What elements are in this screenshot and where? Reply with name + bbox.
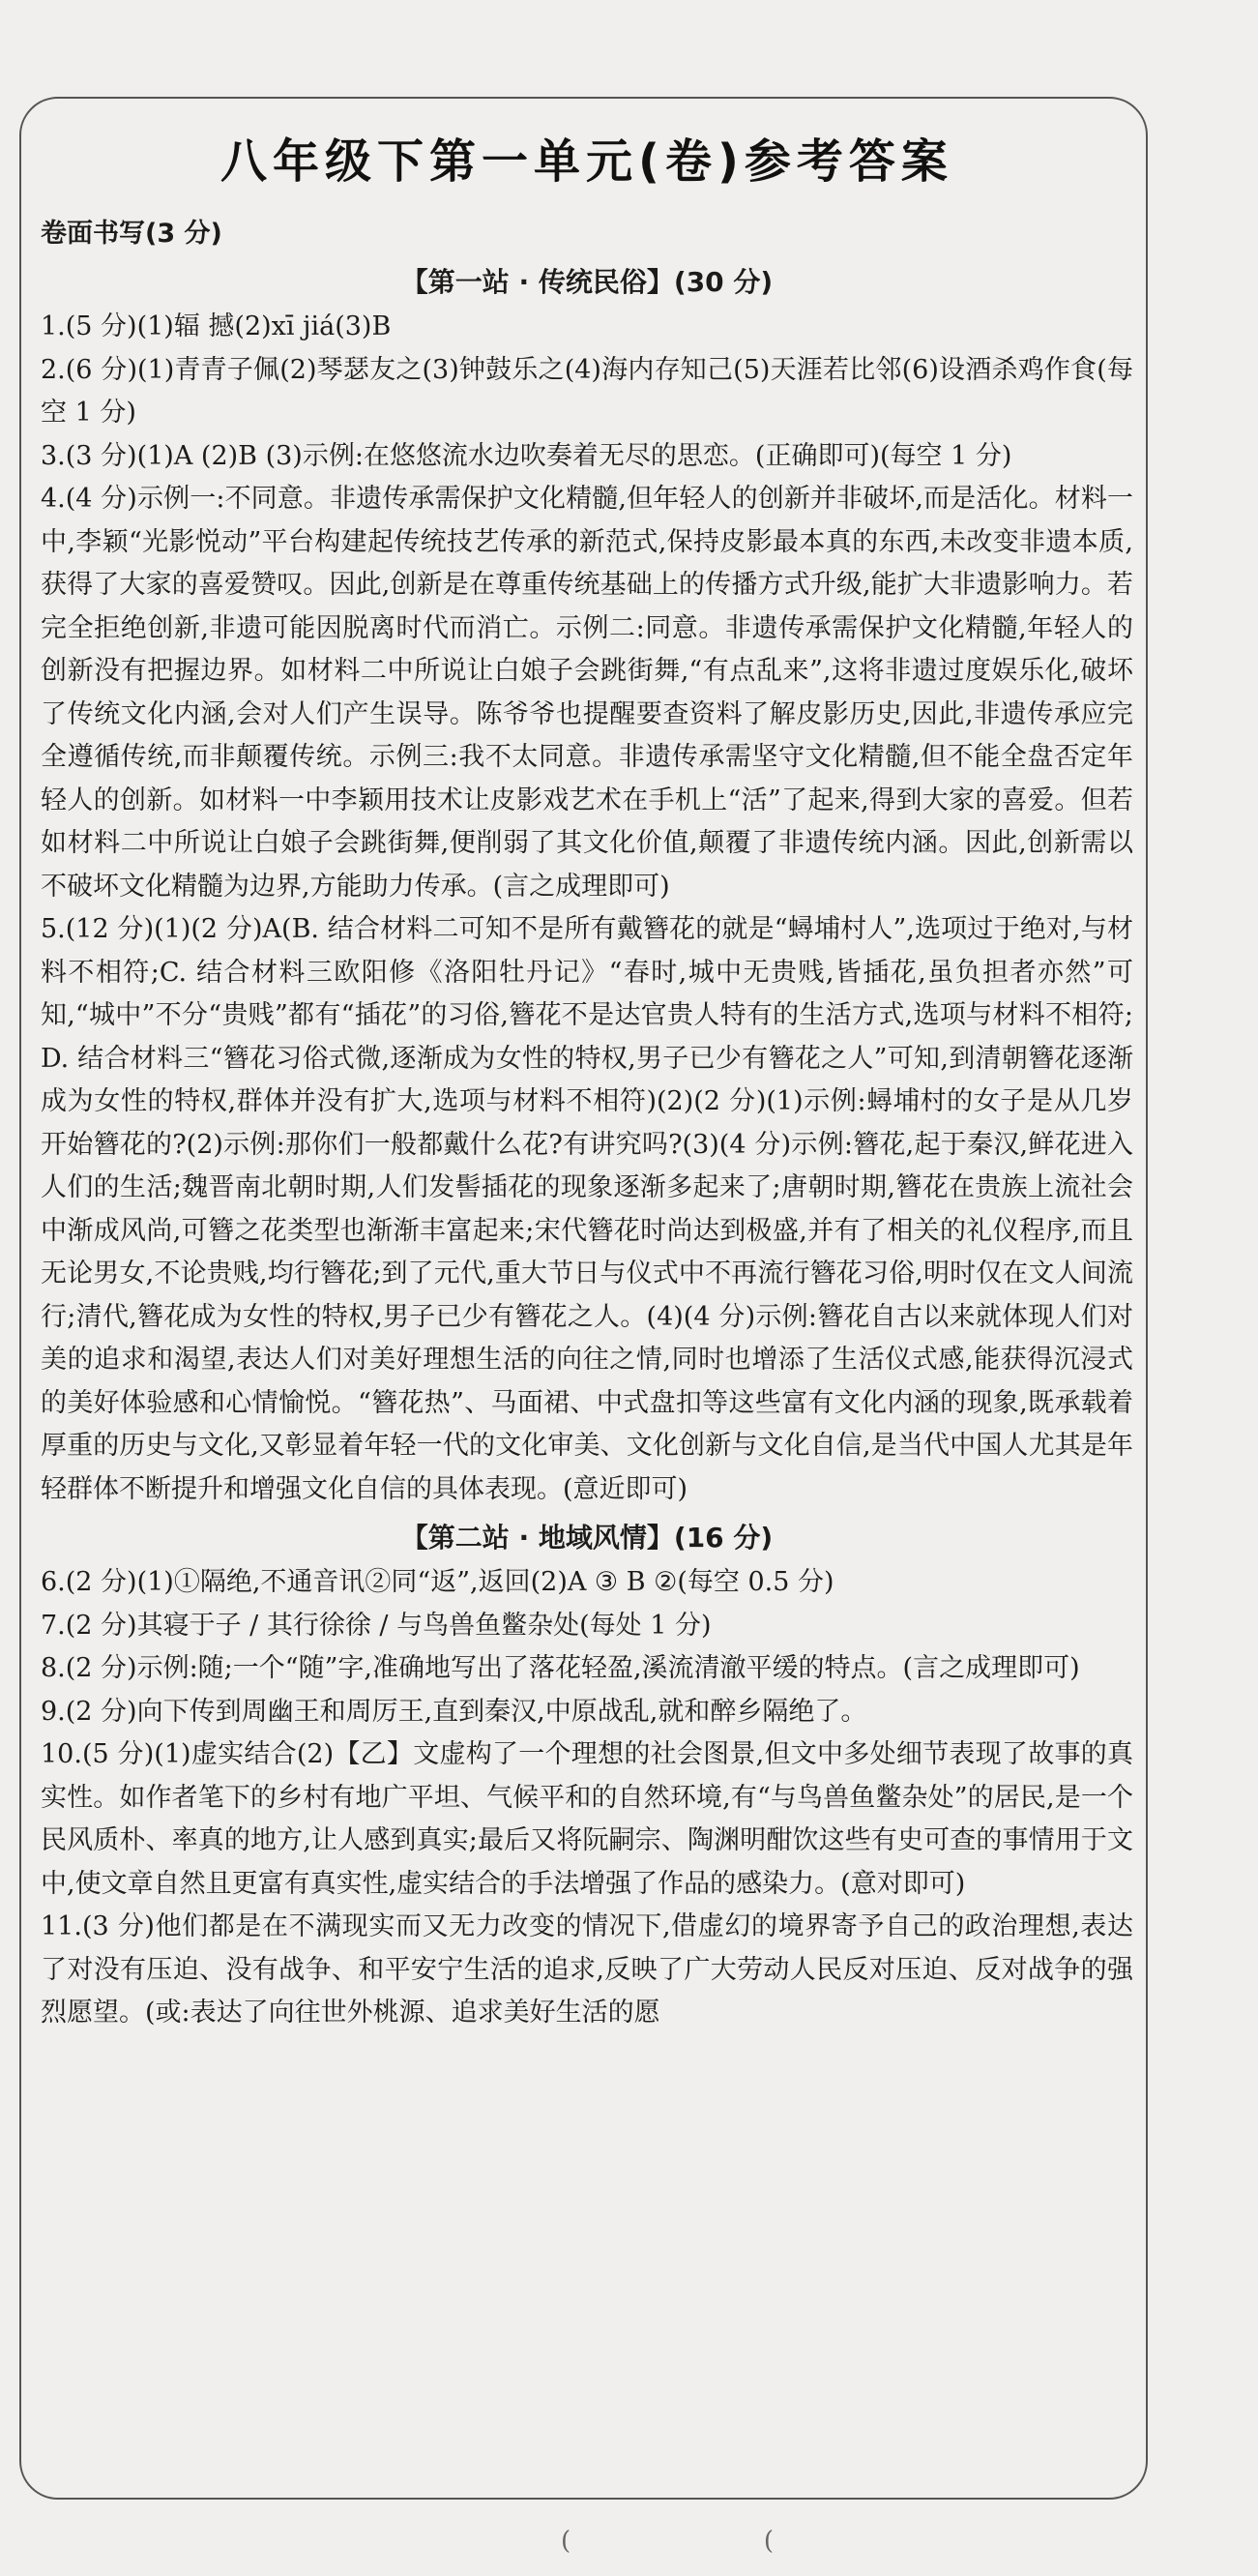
binding-mark-right: ( — [763, 2527, 774, 2556]
answer-item: 7.(2 分)其寝于子 / 其行徐徐 / 与鸟兽鱼鳖杂处(每处 1 分) — [41, 1610, 712, 1641]
answer-item: 3.(3 分)(1)A (2)B (3)示例:在悠悠流水边吹奏着无尽的思恋。(正确即可)(每空 1 分) — [41, 440, 1012, 471]
answer-item: 5.(12 分)(1)(2 分)A(B. 结合材料二可知不是所有戴簪花的就是“蟳埔村人”,选项过于绝对,与材料不相符;C. 结合材料三欧阳修《洛阳牡丹记》“春时,城中无贵贱,皆插花,虽负担者亦然”可知,“城中”不分“贵贱”都有“插花”的习俗,簪花不是达官贵人特有的生活方式,选项与材料不相符;D. 结合材料三“簪花习俗式微,逐渐成为女性的特权,男子已少有簪花之人”可知,到清朝簪花逐渐成为女性的特权,群体并没有扩大,选项与材料不相符)(2)(2 分)(1)示例:蟳埔村的女子是从几岁开始簪花的?(2)示例:那你们一般都戴什么花?有讲究吗?(3)(4 分)示例:簪花,起于秦汉,鲜花进入人们的生活;魏晋南北朝时期,人们发髻插花的现象逐渐多起来了;唐朝时期,簪花在贵族上流社会中渐成风尚,可簪之花类型也渐渐丰富起来;宋代簪花时尚达到极盛,并有了相关的礼仪程序,而且无论男女,不论贵贱,均行簪花;到了元代,重大节日与仪式中不再流行簪花习俗,明时仅在文人间流行;清代,簪花成为女性的特权,男子已少有簪花之人。(4)(4 分)示例:簪花自古以来就体现人们对美的追求和渴望,表达人们对美好理想生活的向往之情,同时也增添了生活仪式感,能获得沉浸式的美好体验感和心情愉悦。“簪花热”、马面裙、中式盘扣等这些富有文化内涵的现象,既承载着厚重的历史与文化,又彰显着年轻一代的文化审美、文化创新与文化自信,是当代中国人尤其是年轻群体不断提升和增强文化自信的具体表现。(意近即可) — [41, 914, 1133, 1504]
answer-item: 10.(5 分)(1)虚实结合(2)【乙】文虚构了一个理想的社会图景,但文中多处细节表现了故事的真实性。如作者笔下的乡村有地广平坦、气候平和的自然环境,有“与鸟兽鱼鳖杂处”的居民,是一个民风质朴、率真的地方,让人感到真实;最后又将阮嗣宗、陶渊明酣饮这些有史可查的事情用于文中,使文章自然且更富有真实性,虚实结合的手法增强了作品的感染力。(意对即可) — [41, 1739, 1133, 1899]
answer-item: 6.(2 分)(1)①隔绝,不通音讯②同“返”,返回(2)A ③ B ②(每空 0.5 分) — [41, 1567, 834, 1597]
answer-item: 11.(3 分)他们都是在不满现实而又无力改变的情况下,借虚幻的境界寄予自己的政治理想,表达了对没有压迫、没有战争、和平安宁生活的追求,反映了广大劳动人民反对压迫、反对战争的强烈愿望。(或:表达了向往世外桃源、追求美好生活的愿 — [41, 1911, 1133, 2028]
binding-mark-left: ( — [561, 2527, 571, 2556]
section-regional-customs — [41, 1517, 1133, 2035]
section-traditional-customs — [41, 261, 1133, 1511]
answer-item: 9.(2 分)向下传到周幽王和周厉王,直到秦汉,中原战乱,就和醉乡隔绝了。 — [41, 1696, 867, 1727]
page-title: 八年级下第一单元(卷)参考答案 — [220, 134, 953, 189]
handwriting-score: 卷面书写(3 分) — [41, 219, 222, 249]
answer-sheet — [41, 124, 1133, 2035]
answer-item: 2.(6 分)(1)青青子佩(2)琴瑟友之(3)钟鼓乐之(4)海内存知己(5)天涯若比邻(6)设酒杀鸡作食(每空 1 分) — [41, 354, 1133, 428]
answer-item: 4.(4 分)示例一:不同意。非遗传承需保护文化精髓,但年轻人的创新并非破坏,而是活化。材料一中,李颖“光影悦动”平台构建起传统技艺传承的新范式,保持皮影最本真的东西,未改变非遗本质,获得了大家的喜爱赞叹。因此,创新是在尊重传统基础上的传播方式升级,能扩大非遗影响力。若完全拒绝创新,非遗可能因脱离时代而消亡。示例二:同意。非遗传承需保护文化精髓,年轻人的创新没有把握边界。如材料二中所说让白娘子会跳街舞,“有点乱来”,这将非遗过度娱乐化,破坏了传统文化内涵,会对人们产生误导。陈爷爷也提醒要查资料了解皮影历史,因此,非遗传承应完全遵循传统,而非颠覆传统。示例三:我不太同意。非遗传承需坚守文化精髓,但不能全盘否定年轻人的创新。如材料一中李颖用技术让皮影戏艺术在手机上“活”了起来,得到大家的喜爱。但若如材料二中所说让白娘子会跳街舞,便削弱了其文化价值,颠覆了非遗传统内涵。因此,创新需以不破坏文化精髓为边界,方能助力传承。(言之成理即可) — [41, 484, 1133, 902]
section-title: 【第二站 · 地域风情】(16 分) — [400, 1522, 774, 1554]
section-title: 【第一站 · 传统民俗】(30 分) — [400, 266, 774, 298]
binding-marks — [561, 2527, 774, 2556]
answer-item: 8.(2 分)示例:随;一个“随”字,准确地写出了落花轻盈,溪流清澈平缓的特点。(言之成理即可) — [41, 1653, 1080, 1683]
answer-item: 1.(5 分)(1)辐 撼(2)xī jiá(3)B — [41, 311, 392, 341]
